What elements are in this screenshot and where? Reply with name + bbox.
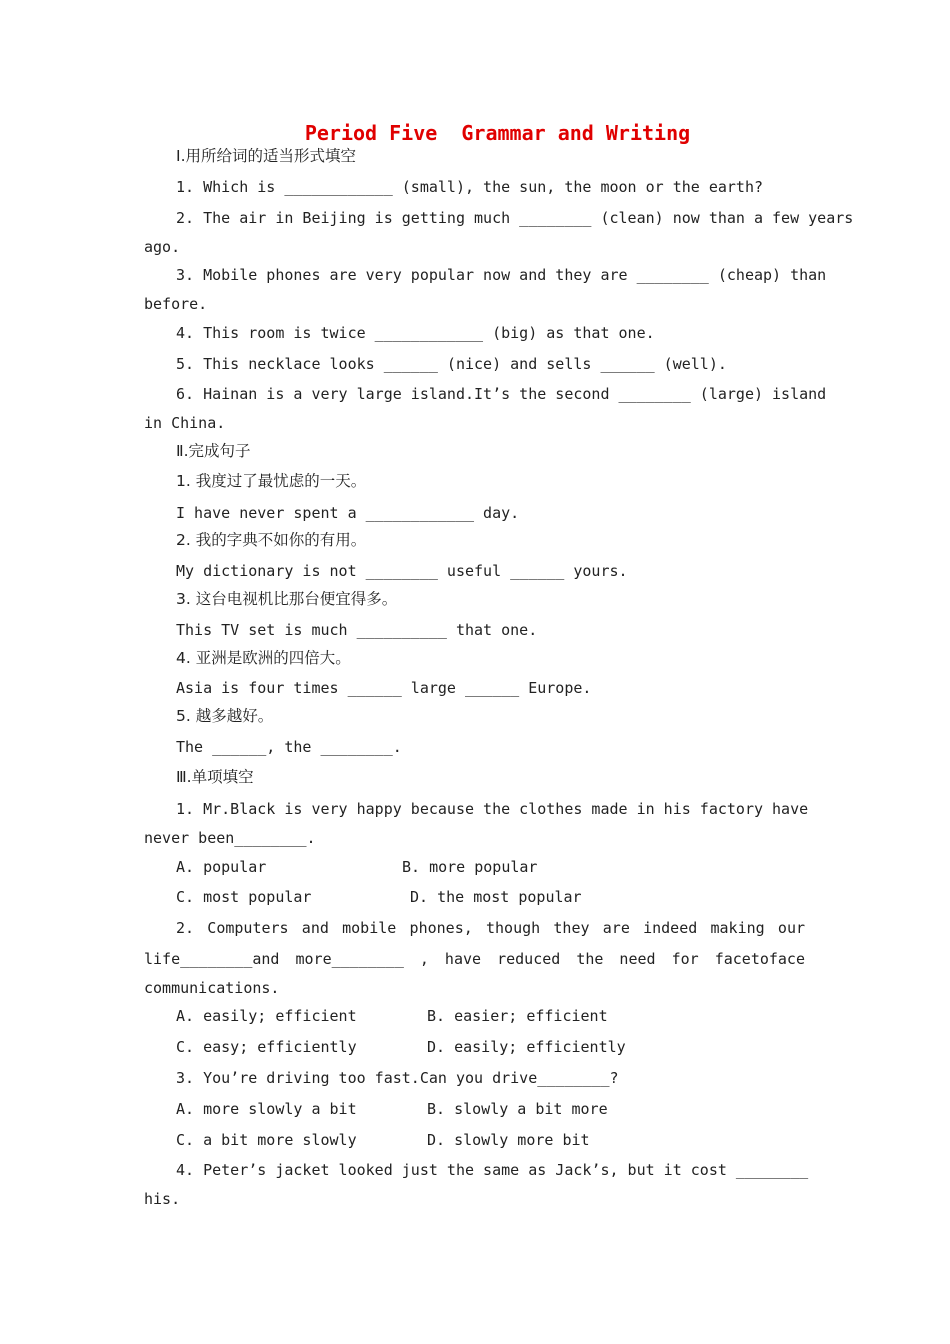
s2-item-4-en: Asia is four times ______ large ______ Europe. (176, 679, 592, 697)
s3-q2-option-c: C. easy; efficiently (176, 1038, 357, 1056)
s1-item-3-cont: before. (144, 295, 208, 313)
s3-q4-stem: 4. Peter’s jacket looked just the same as Jack’s, but it cost ________ (176, 1161, 809, 1179)
s2-item-3-zh: 3. 这台电视机比那台便宜得多。 (176, 590, 398, 608)
s1-item-4: 4. This room is twice ____________ (big) as that one. (176, 324, 655, 342)
s1-item-6-cont: in China. (144, 414, 226, 432)
s2-item-4-zh: 4. 亚洲是欧洲的四倍大。 (176, 649, 351, 667)
s2-item-3-en: This TV set is much __________ that one. (176, 621, 538, 639)
s3-q1-option-b: B. more popular (402, 858, 538, 876)
s3-q1-option-c: C. most popular (176, 888, 312, 906)
s3-q3-option-d: D. slowly more bit (427, 1131, 590, 1149)
s2-item-2-en: My dictionary is not ________ useful ______ yours. (176, 562, 628, 580)
page-title: Period Five Grammar and Writing (304, 121, 691, 145)
section-3-heading: Ⅲ.单项填空 (176, 768, 254, 786)
s3-q4-stem-cont: his. (144, 1190, 181, 1208)
s3-q1-option-a: A. popular (176, 858, 267, 876)
s3-q2-option-d: D. easily; efficiently (427, 1038, 626, 1056)
s3-q3-stem: 3. You’re driving too fast.Can you drive________? (176, 1069, 619, 1087)
s1-item-2: 2. The air in Beijing is getting much ________ (clean) now than a few years (176, 209, 854, 227)
s3-q2-option-a: A. easily; efficient (176, 1007, 357, 1025)
section-2-heading: Ⅱ.完成句子 (176, 442, 251, 460)
s3-q2-stem: 2. Computers and mobile phones, though they are indeed making our (176, 919, 805, 937)
s1-item-6: 6. Hainan is a very large island.It’s the second ________ (large) island (176, 385, 827, 403)
s3-q3-option-c: C. a bit more slowly (176, 1131, 357, 1149)
s1-item-3: 3. Mobile phones are very popular now and they are ________ (cheap) than (176, 266, 827, 284)
s1-item-2-cont: ago. (144, 238, 181, 256)
s2-item-5-en: The ______, the ________. (176, 738, 402, 756)
s2-item-5-zh: 5. 越多越好。 (176, 707, 274, 725)
s3-q1-stem-cont: never been________. (144, 829, 316, 847)
s1-item-5: 5. This necklace looks ______ (nice) and sells ______ (well). (176, 355, 727, 373)
s3-q3-option-a: A. more slowly a bit (176, 1100, 357, 1118)
s3-q3-option-b: B. slowly a bit more (427, 1100, 608, 1118)
s2-item-2-zh: 2. 我的字典不如你的有用。 (176, 531, 367, 549)
s2-item-1-zh: 1. 我度过了最忧虑的一天。 (176, 472, 367, 490)
s3-q2-stem-cont-2: communications. (144, 979, 280, 997)
s3-q1-stem: 1. Mr.Black is very happy because the clothes made in his factory have (176, 800, 809, 818)
s3-q2-stem-cont: life________and more________ , have reduced the need for facetoface (144, 950, 805, 968)
s3-q1-option-d: D. the most popular (410, 888, 582, 906)
s1-item-1: 1. Which is ____________ (small), the sun, the moon or the earth? (176, 178, 763, 196)
s3-q2-option-b: B. easier; efficient (427, 1007, 608, 1025)
s2-item-1-en: I have never spent a ____________ day. (176, 504, 520, 522)
section-1-heading: I.用所给词的适当形式填空 (176, 147, 356, 165)
